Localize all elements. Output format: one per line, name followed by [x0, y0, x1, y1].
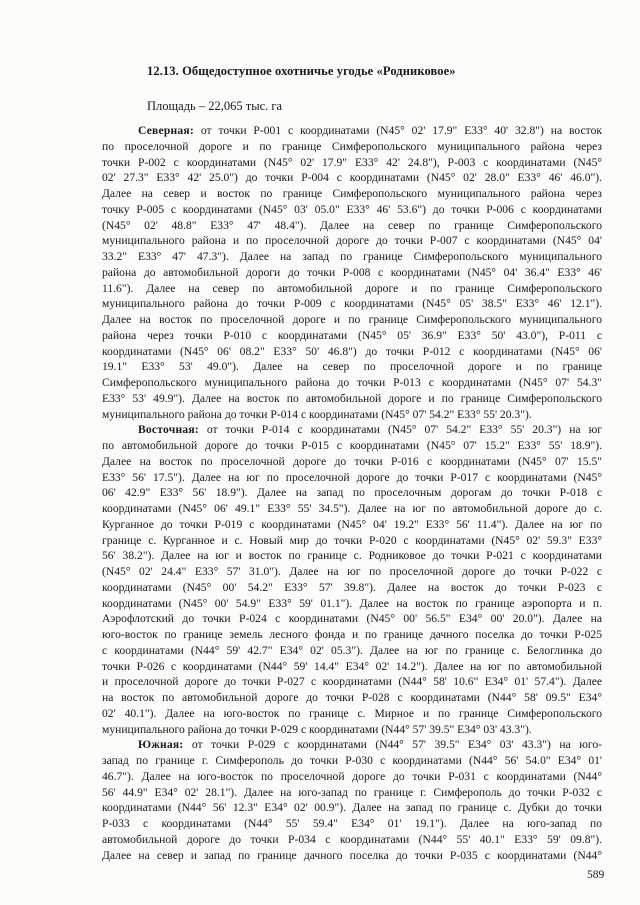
- text-line: муниципального района и по проселочной дороге до точки Р-007 с координатами (N45° 04': [102, 234, 602, 248]
- south-boundary-paragraph: [102, 737, 602, 863]
- east-label: Восточная:: [138, 423, 199, 437]
- text-line: Далее на восток по проселочной дороге до точки Р-016 с координатами (N45° 07' 15.5": [102, 454, 602, 468]
- text-line: Далее на восток по проселочной дороге и по границе Симферопольского муниципального: [102, 313, 602, 326]
- text-line: (N45° 02' 48.8" E33° 47' 48.4"). Далее на север по границе Симферопольского: [102, 218, 602, 232]
- text-line: на восток по автомобильной дороге до точки Р-028 с координатами (N44° 58' 09.5" E34°: [102, 691, 602, 704]
- text-line: района до автомобильной дороги до точки Р-008 с координатами (N45° 04' 36.4" E33° 46': [102, 265, 602, 279]
- text-line: координатами (N45° 00' 54.9" E33° 59' 01.1"). Далее на восток по границе аэропорта и п.: [102, 596, 602, 610]
- text-line: 19.1" E33° 53' 49.0"). Далее на север по проселочной дороге и по границе: [102, 360, 602, 374]
- text-line: с координатами (N44° 59' 42.7" E34° 02' 05.3"). Далее на юг по границе с. Белоглинка до: [102, 643, 602, 657]
- page-number: 589: [587, 869, 605, 881]
- east-boundary-paragraph: [102, 422, 602, 737]
- text-line: муниципального района до точки Р-014 с координатами (N45° 07' 54.2" E33° 55' 20.3").: [102, 407, 532, 421]
- text-line: E33° 56' 17.5"). Далее на юг по проселочной дороге до точки Р-017 с координатами (N45°: [102, 470, 602, 484]
- text-line: координатами (N45° 06' 08.2" E33° 50' 46.8") до точки Р-012 с координатами (N45° 06': [102, 344, 602, 358]
- area-line: Площадь – 22,065 тыс. га: [147, 99, 283, 113]
- text-line: точки Р-026 с координатами (N44° 59' 14.4" E34° 02' 14.2"). Далее на юг по автомобильной: [102, 659, 602, 673]
- text-line: автомобильной дороге до точки Р-034 с координатами (N44° 55' 40.1" E33° 59' 09.8").: [102, 832, 602, 846]
- text-line: юго-восток по границе земель лесного фонда и по границе дачного поселка до точки Р-025: [102, 628, 602, 641]
- boundary-description: [102, 123, 602, 863]
- text-line: 56' 38.2"). Далее на юг и восток по границе с. Родниковое до точки Р-021 с координатами: [102, 549, 602, 563]
- text-line: (N45° 02' 24.4" E33° 57' 31.0"). Далее на юг по проселочной дороге до точки Р-022 с: [102, 565, 602, 578]
- text-line: координатами (N45° 00' 54.2" E33° 57' 39.8"). Далее на восток до точки Р-023 с: [102, 580, 602, 594]
- text-line: Курганное до точки Р-019 с координатами (N45° 04' 19.2" E33° 56' 11.4"). Далее на юг по: [102, 517, 602, 531]
- text-line: 11.6"). Далее на север по автомобильной дороге и по границе Симферопольского: [102, 281, 602, 295]
- section-heading: 12.13. Общедоступное охотничье угодье «Родниковое»: [147, 64, 456, 78]
- text-line: 56' 44.9" E34° 02' 28.1"). Далее на юго-запад по границе г. Симферополь до точки Р-032 с: [102, 785, 602, 799]
- text-line: Аэрофлотский до точки Р-024 с координатами (N45° 00' 56.5" E34° 00' 20.0"). Далее на: [102, 612, 602, 626]
- south-first-text: от точки Р-029 с координатами (N44° 57' 39.5" E34° 03' 43.3") на юго-: [183, 738, 602, 752]
- text-line: координатами (N45° 06' 49.1" E33° 55' 34.5"). Далее на юг по автомобильной дороге до с.: [102, 502, 602, 515]
- north-first-text: от точки Р-001 с координатами (N45° 02' 17.9" E33° 40' 32.8") на восток: [193, 124, 602, 137]
- text-line: E33° 53' 49.9"). Далее на восток по автомобильной дороге и по границе Симферопольского: [102, 391, 602, 405]
- text-line: по автомобильной дороге до точки Р-015 с координатами (N45° 07' 15.2" E33° 55' 18.9").: [102, 439, 602, 452]
- text-line: запад по границе г. Симферополь до точки Р-030 с координатами (N44° 56' 54.0" E34° 01': [102, 754, 602, 767]
- text-line: точки Р-002 с координатами (N45° 02' 17.9" E33° 42' 24.8"), Р-003 с координатами (N45°: [102, 155, 602, 169]
- text-line: района через точки Р-010 с координатами (N45° 05' 36.9" E33° 50' 43.0"), Р-011 с: [102, 328, 602, 342]
- text-line: точку Р-005 с координатами (N45° 03' 05.0" E33° 46' 53.6") до точки Р-006 с координатами: [102, 202, 602, 216]
- text-line: Далее на север и восток по границе Симферопольского муниципального района через: [102, 187, 602, 200]
- text-line: 02' 27.3" E33° 42' 25.0") до точки Р-004 с координатами (N45° 02' 28.0" E33° 46' 46.0").: [102, 171, 602, 185]
- text-line: границе с. Курганное и с. Новый мир до точки Р-020 с координатами (N45° 02' 59.3" E33°: [102, 533, 602, 547]
- east-first-text: от точки Р-014 с координатами (N45° 07' 54.2" E33° 55' 20.3") на юг: [198, 423, 602, 437]
- text-line: Симферопольского муниципального района до точки Р-013 с координатами (N45° 07' 54.3": [102, 376, 602, 389]
- north-boundary-paragraph: [102, 123, 602, 422]
- paragraph-first-line: [102, 737, 602, 753]
- north-label: Северная:: [138, 124, 194, 137]
- paragraph-first-line: [102, 422, 602, 438]
- text-line: 02' 40.1"). Далее на юго-восток по границе с. Мирное и по границе Симферопольского: [102, 706, 602, 720]
- text-line: муниципального района до точки Р-029 с координатами (N44° 57' 39.5" E34° 03' 43.3").: [102, 722, 532, 736]
- text-line: координатами (N44° 56' 12.3" E34° 02' 00.9"). Далее на запад по границе с. Дубки до точки: [102, 801, 602, 815]
- text-line: и проселочной дороге до точки Р-027 с координатами (N44° 58' 10.6" E34° 01' 57.4"). Далее: [102, 675, 602, 689]
- text-line: Р-033 с координатами (N44° 55' 59.4" E34° 01' 19.1"). Далее на юго-запад по: [102, 817, 602, 830]
- text-line: 46.7"). Далее на юго-восток по проселочной дороге до точки Р-031 с координатами (N44°: [102, 769, 602, 783]
- text-line: по проселочной дороге и по границе Симферопольского муниципального района через: [102, 139, 602, 153]
- paragraph-first-line: [102, 123, 602, 139]
- text-line: муниципального района до точки Р-009 с координатами (N45° 05' 38.5" E33° 46' 12.1").: [102, 297, 602, 311]
- text-line: Далее на север и запад по границе дачного поселка до точки Р-035 с координатами (N44°: [102, 848, 602, 862]
- text-line: 06' 42.9" E33° 56' 18.9"). Далее на запад по проселочным дорогам до точки Р-018 с: [102, 486, 602, 500]
- south-label: Южная:: [138, 738, 184, 752]
- text-line: 33.2" E33° 47' 47.3"). Далее на запад по границе Симферопольского муниципального: [102, 250, 602, 263]
